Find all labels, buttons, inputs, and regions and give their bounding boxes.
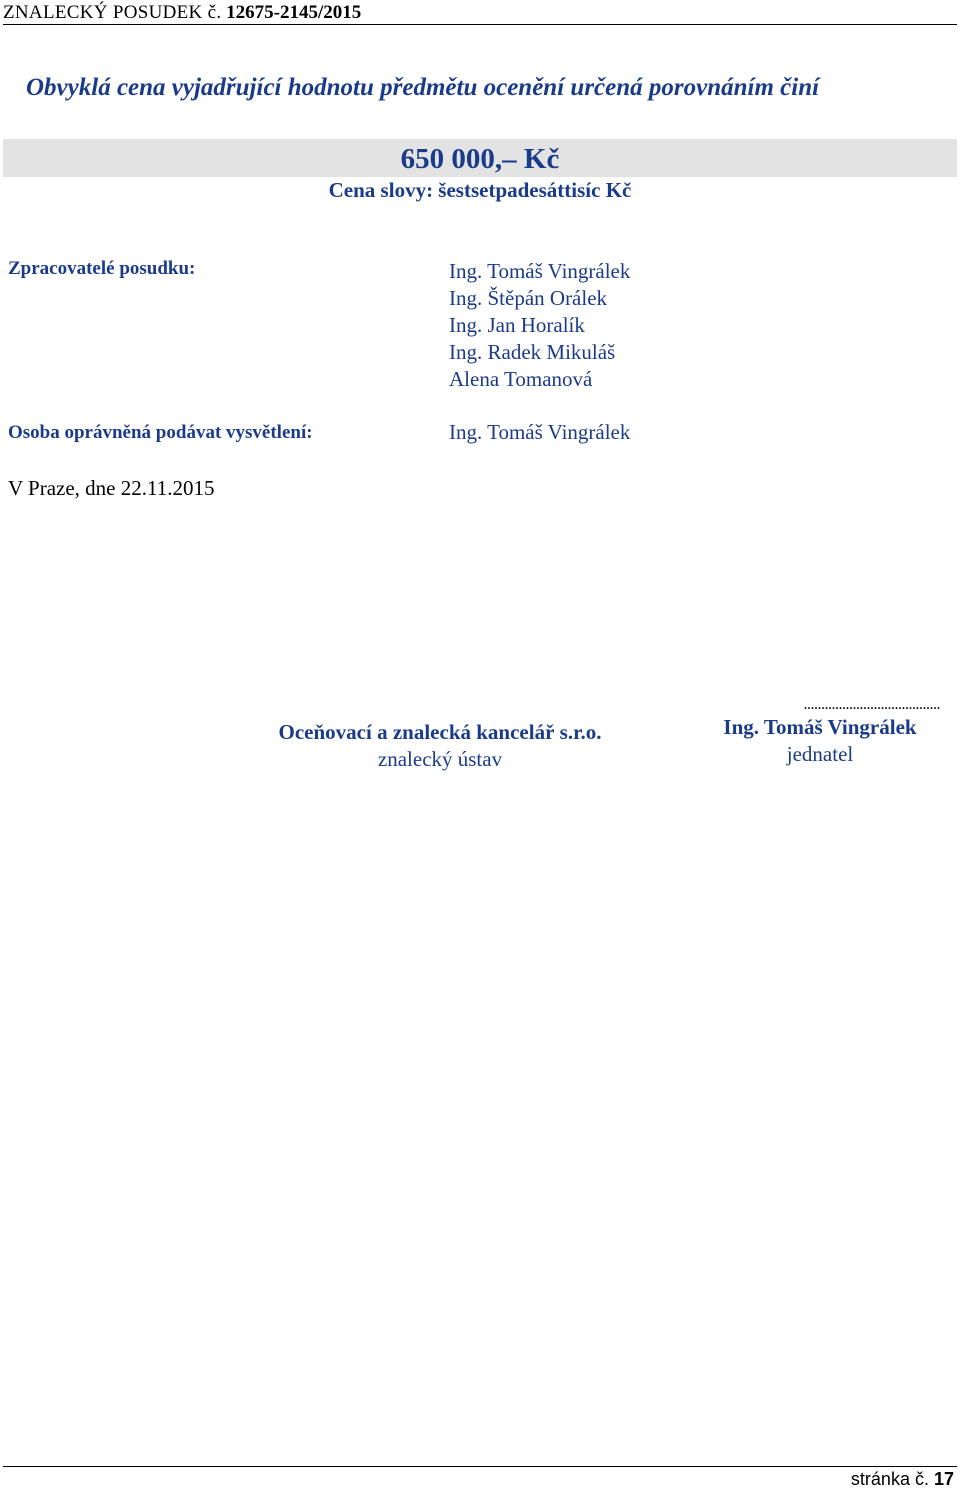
explainer-label: Osoba oprávněná podávat vysvětlení: <box>8 422 313 443</box>
company-name: Oceňovací a znalecká kancelář s.r.o. <box>278 720 602 744</box>
signature-line: ....................................... <box>803 696 940 713</box>
processor-name: Ing. Tomáš Vingrálek <box>449 259 631 283</box>
processor-name: Ing. Jan Horalík <box>449 313 585 337</box>
page-number: 17 <box>933 1469 954 1489</box>
company-block <box>240 719 640 773</box>
signer-name: Ing. Tomáš Vingrálek <box>723 715 917 739</box>
company-type: znalecký ústav <box>377 747 503 771</box>
footer-divider <box>3 1466 957 1467</box>
header-label: ZNALECKÝ POSUDEK č. <box>3 2 222 23</box>
header-document-number: 12675-2145/2015 <box>226 2 362 23</box>
page-footer <box>851 1469 954 1490</box>
price-value: 650 000,– Kč <box>400 143 560 175</box>
valuation-heading: Obvyklá cena vyjadřující hodnotu předmětu ocenění určená porovnáním činí <box>26 74 820 101</box>
price-in-words: Cena slovy: šestsetpadesáttisíc Kč <box>328 178 632 202</box>
processor-name: Alena Tomanová <box>449 367 593 391</box>
footer-label: stránka č. <box>850 1469 929 1489</box>
processors-label: Zpracovatelé posudku: <box>8 258 196 279</box>
signer-role: jednatel <box>786 742 854 766</box>
page-header <box>3 2 957 25</box>
place-and-date: V Praze, dne 22.11.2015 <box>8 476 215 500</box>
processor-name: Ing. Radek Mikuláš <box>449 340 616 364</box>
signature-block <box>700 696 940 768</box>
processor-name: Ing. Štěpán Orálek <box>449 286 608 310</box>
explainer-name: Ing. Tomáš Vingrálek <box>449 420 631 444</box>
processors-list <box>449 258 630 393</box>
